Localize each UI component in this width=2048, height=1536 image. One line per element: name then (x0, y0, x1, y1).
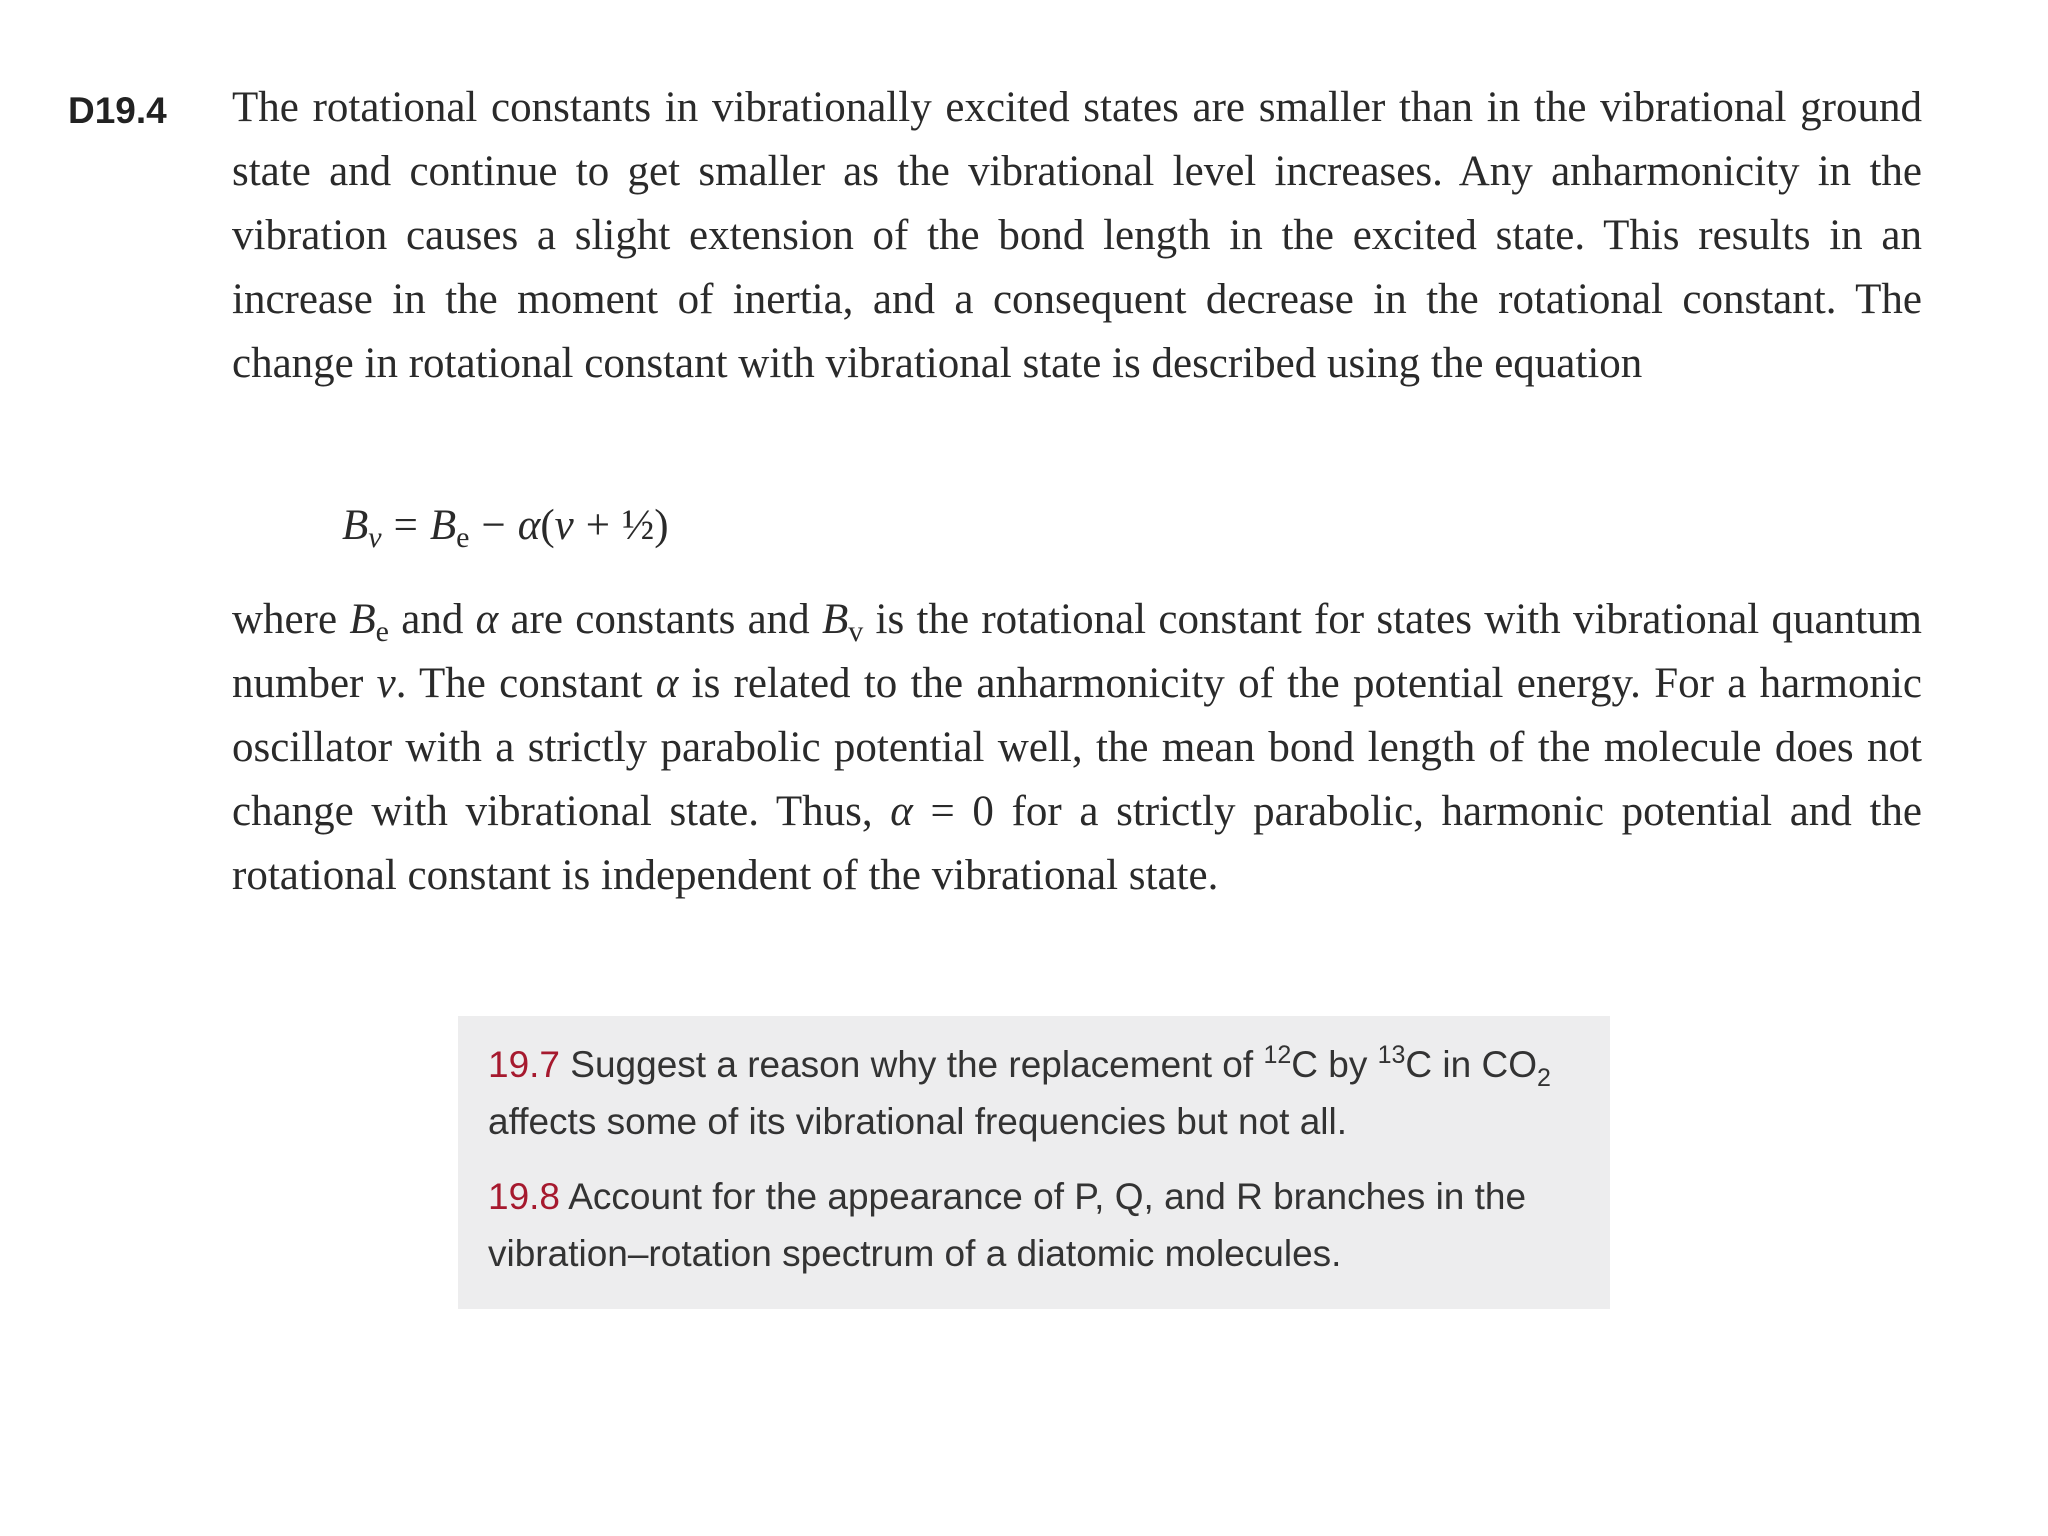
exercise-19-8 (488, 1168, 1580, 1282)
eq-open-paren: ( (540, 502, 555, 549)
p2-be-symbol: B (349, 596, 376, 643)
p2-text-6: is related to the anharmonicity of the potential energy. For a harmonic oscillator with a strictly parabolic potential well, the mean bond length of the molecule does not change with vibrational state. Thus, (232, 660, 1922, 835)
isotope-superscript-13: 13 (1377, 1041, 1406, 1069)
isotope-superscript-12: 12 (1263, 1041, 1292, 1069)
solution-label: D19.4 (68, 90, 167, 131)
exercise-19-7 (488, 1036, 1580, 1150)
eq-v: v (554, 502, 574, 549)
exercise-text: affects some of its vibrational frequencies but not all. (488, 1101, 1348, 1142)
eq-equals: = (393, 502, 418, 549)
exercise-box (458, 1016, 1610, 1309)
p2-alpha-2: α (655, 660, 679, 707)
rotational-constant-equation (342, 496, 669, 556)
p2-text-7: = 0 for a strictly parabolic, harmonic potential and the rotational constant is independent of the vibrational state. (232, 788, 1922, 899)
co2-subscript: 2 (1537, 1064, 1551, 1092)
eq-rhs-symbol: B (429, 502, 457, 549)
eq-lhs-subscript: v (368, 521, 382, 554)
eq-minus: − (481, 502, 506, 549)
solution-paragraph-2 (232, 588, 1922, 908)
p2-be-subscript: e (375, 615, 389, 648)
exercise-number: 19.7 (488, 1044, 561, 1085)
p2-v: v (376, 660, 396, 707)
eq-half: ½ (622, 502, 655, 549)
p2-text-5: . The constant (395, 660, 656, 707)
exercise-text: C in CO (1405, 1044, 1537, 1085)
p2-bv-symbol: B (821, 596, 849, 643)
p2-text-2: and (388, 596, 476, 643)
exercise-number: 19.8 (488, 1176, 561, 1217)
p2-alpha-3: α (890, 788, 913, 835)
p2-text-3: are constants and (498, 596, 822, 643)
exercise-text: Account for the appearance of P, Q, and R branches in the vibration–rotation spectrum of a diatomic molecules. (488, 1176, 1527, 1274)
eq-close-paren: ) (654, 502, 669, 549)
solution-paragraph-1: The rotational constants in vibrationally excited states are smaller than in the vibrational ground state and continue to get smaller as the vibrational level increases. Any anharmonicity in the vibration causes a slight extension of the bond length in the excited state. This results in an increase in the moment of inertia, and a consequent decrease in the rotational constant. The change in rotational constant with vibrational state is described using the equation (232, 84, 1922, 387)
exercise-text: C by (1291, 1044, 1378, 1085)
p2-text-4: is the rotational constant for states with vibrational quantum number (232, 596, 1923, 707)
p2-text-1: where (232, 596, 350, 643)
p2-alpha-1: α (475, 596, 499, 643)
eq-lhs-symbol: B (342, 502, 369, 549)
eq-alpha: α (517, 502, 541, 549)
eq-rhs-subscript: e (456, 521, 470, 554)
exercise-text: Suggest a reason why the replacement of (560, 1044, 1264, 1085)
eq-plus: + (585, 502, 611, 549)
p2-bv-subscript: v (848, 615, 864, 648)
